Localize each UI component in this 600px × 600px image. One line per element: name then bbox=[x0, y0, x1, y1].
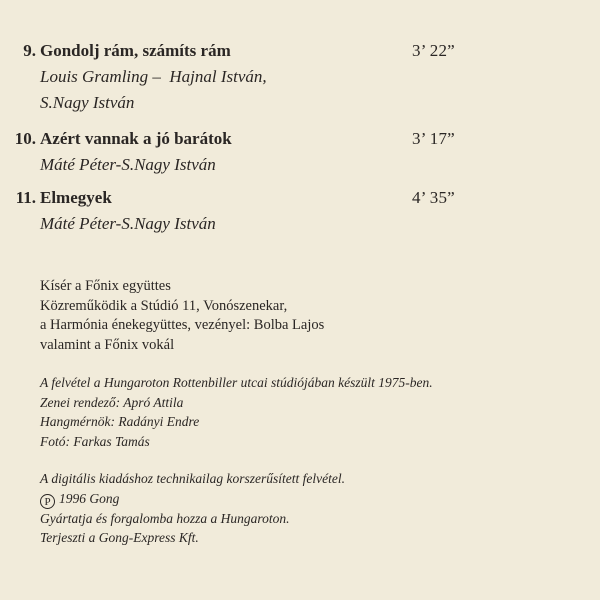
track-credit-line: Máté Péter-S.Nagy István bbox=[40, 155, 216, 174]
track-duration: 3’ 22” bbox=[412, 41, 455, 60]
track-title: Gondolj rám, számíts rám bbox=[40, 41, 231, 60]
track-credit-line: S.Nagy István bbox=[40, 93, 135, 112]
track-title: Azért vannak a jó barátok bbox=[40, 129, 232, 148]
track-duration: 3’ 17” bbox=[412, 129, 455, 148]
recording-note: Zenei rendező: Apró Attila bbox=[40, 394, 184, 410]
distributor-note: Terjeszti a Gong-Express Kft. bbox=[40, 530, 199, 545]
track-11 bbox=[0, 185, 600, 237]
performer-line: a Harmónia énekegyüttes, vezényel: Bolba Lajos bbox=[40, 317, 325, 333]
recording-notes-block bbox=[40, 373, 580, 451]
recording-note: Fotó: Farkas Tamás bbox=[40, 433, 150, 449]
copyright-line bbox=[40, 489, 580, 509]
performer-line: Közreműködik a Stúdió 11, Vonószenekar, bbox=[40, 297, 288, 314]
copyright-text: 1996 Gong bbox=[59, 490, 120, 506]
track-number: 9. bbox=[23, 41, 36, 60]
release-notes-block bbox=[40, 469, 580, 548]
track-title: Elmegyek bbox=[40, 188, 112, 207]
track-number: 10. bbox=[14, 129, 36, 148]
performers-block bbox=[40, 277, 580, 355]
manufacturer-note: Gyártatja és forgalomba hozza a Hungaroton. bbox=[40, 510, 290, 526]
track-credit-line: Louis Gramling – Hajnal István, bbox=[40, 67, 267, 86]
phonogram-copyright-icon: P bbox=[40, 494, 55, 509]
track-9 bbox=[0, 38, 600, 116]
recording-note: A felvétel a Hungaroton Rottenbiller utcai stúdiójában készült 1975-ben. bbox=[40, 375, 433, 390]
performer-line: valamint a Főnix vokál bbox=[40, 336, 175, 353]
track-number: 11. bbox=[15, 188, 36, 207]
track-credit-line: Máté Péter-S.Nagy István bbox=[40, 214, 216, 233]
recording-note: Hangmérnök: Radányi Endre bbox=[40, 414, 200, 429]
track-duration: 4’ 35” bbox=[412, 188, 455, 207]
remaster-note: A digitális kiadáshoz technikailag korszerűsített felvétel. bbox=[40, 471, 345, 486]
track-10 bbox=[0, 126, 600, 178]
performer-line: Kísér a Főnix együttes bbox=[40, 278, 171, 294]
